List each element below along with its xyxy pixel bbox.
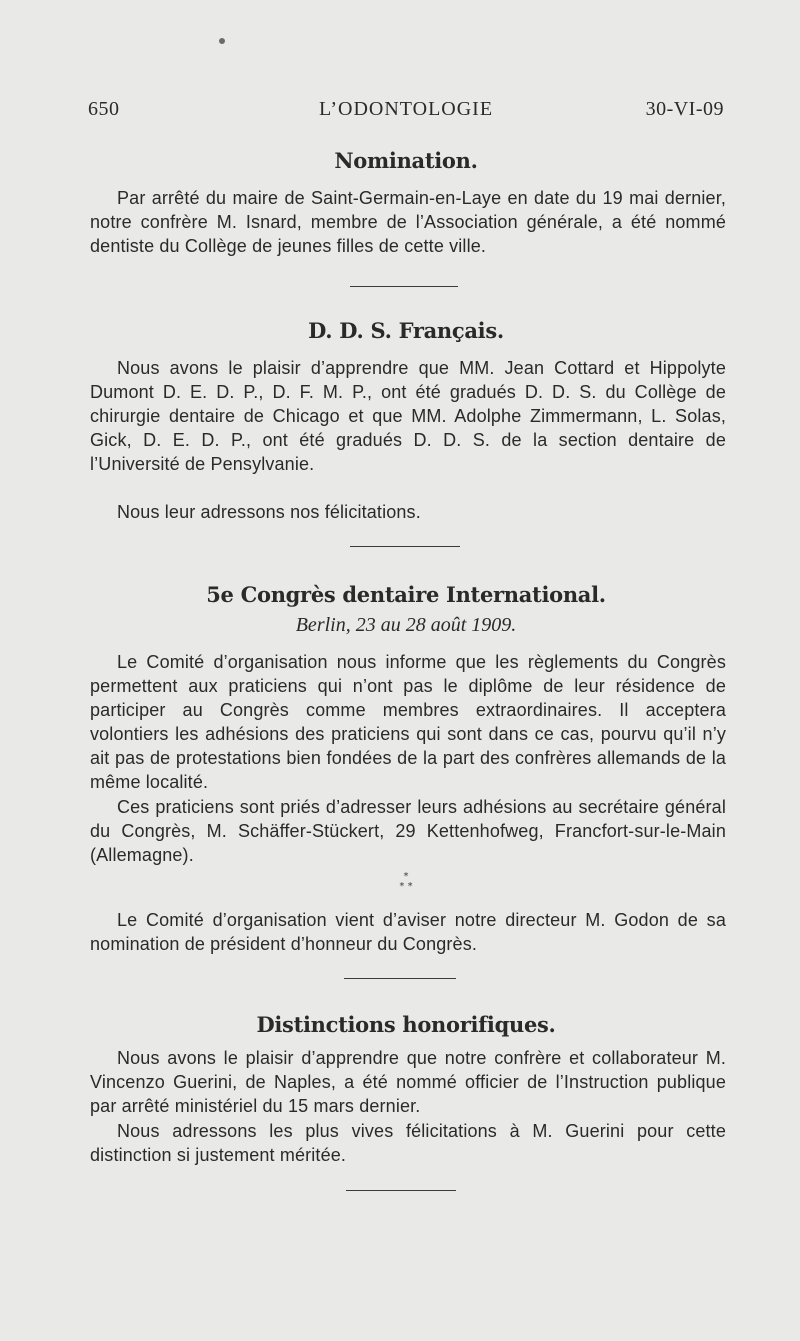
section-title-congres: 5e Congrès dentaire International. [206,582,606,607]
paragraph-congres-1: Le Comité d’organisation nous informe que les règlements du Congrès permettent aux praticiens qui n’ont pas le diplôme de leur résidence de participer au Congrès comme membres extraordinaires. Il acceptera volontiers les adhésions des praticiens qui sont dans ce cas, pourvu qu’il n’y ait pas de protestations bien fondées de la part des confrères allemands de la même localité. [90,652,726,792]
section-divider [350,546,460,547]
paragraph-dds-1: Nous avons le plaisir d’apprendre que MM. Jean Cottard et Hippolyte Dumont D. E. D. P., D. F. M. P., ont été gradués D. D. S. du Collège de chirurgie dentaire de Chicago et que MM. Adolphe Zimmermann, L. Solas, Gick, D. E. D. P., ont été gradués D. D. S. de la section dentaire de l’Université de Pensylvanie. [90,358,726,474]
section-title-dds: D. D. S. Français. [308,318,504,343]
issue-date: 30-VI-09 [645,98,724,120]
paragraph-distinctions-2: Nous adressons les plus vives félicitations à M. Guerini pour cette distinction si justement méritée. [90,1121,726,1165]
section-title-distinctions: Distinctions honorifiques. [256,1012,556,1037]
page-number: 650 [88,98,120,120]
paragraph-distinctions-1: Nous avons le plaisir d’apprendre que notre confrère et collaborateur M. Vincenzo Guerini, de Naples, a été nommé officier de l’Instruction publique par arrêté ministériel du 15 mars dernier. [90,1048,726,1116]
asterism-separator: * * * [399,871,413,892]
journal-title: L’ODONTOLOGIE [318,98,494,120]
section-divider [346,1190,456,1191]
running-head [88,98,724,124]
paragraph-congres-2: Ces praticiens sont priés d’adresser leurs adhésions au secrétaire général du Congrès, M. Schäffer-Stückert, 29 Kettenhofweg, Francfort-sur-le-Main (Allemagne). [90,797,726,865]
section-divider [350,286,458,287]
paragraph-dds-2: Nous leur adressons nos félicitations. [117,502,421,522]
ink-speck [219,38,225,44]
congres-dates: Berlin, 23 au 28 août 1909. [295,614,517,636]
section-title-nomination: Nomination. [334,148,478,173]
section-divider [344,978,456,979]
paragraph-congres-3: Le Comité d’organisation vient d’aviser notre directeur M. Godon de sa nomination de président d’honneur du Congrès. [90,910,726,954]
paragraph-nomination-1: Par arrêté du maire de Saint-Germain-en-Laye en date du 19 mai dernier, notre confrère M. Isnard, membre de l’Association générale, a été nommé dentiste du Collège de jeunes filles de cette ville. [90,188,726,256]
